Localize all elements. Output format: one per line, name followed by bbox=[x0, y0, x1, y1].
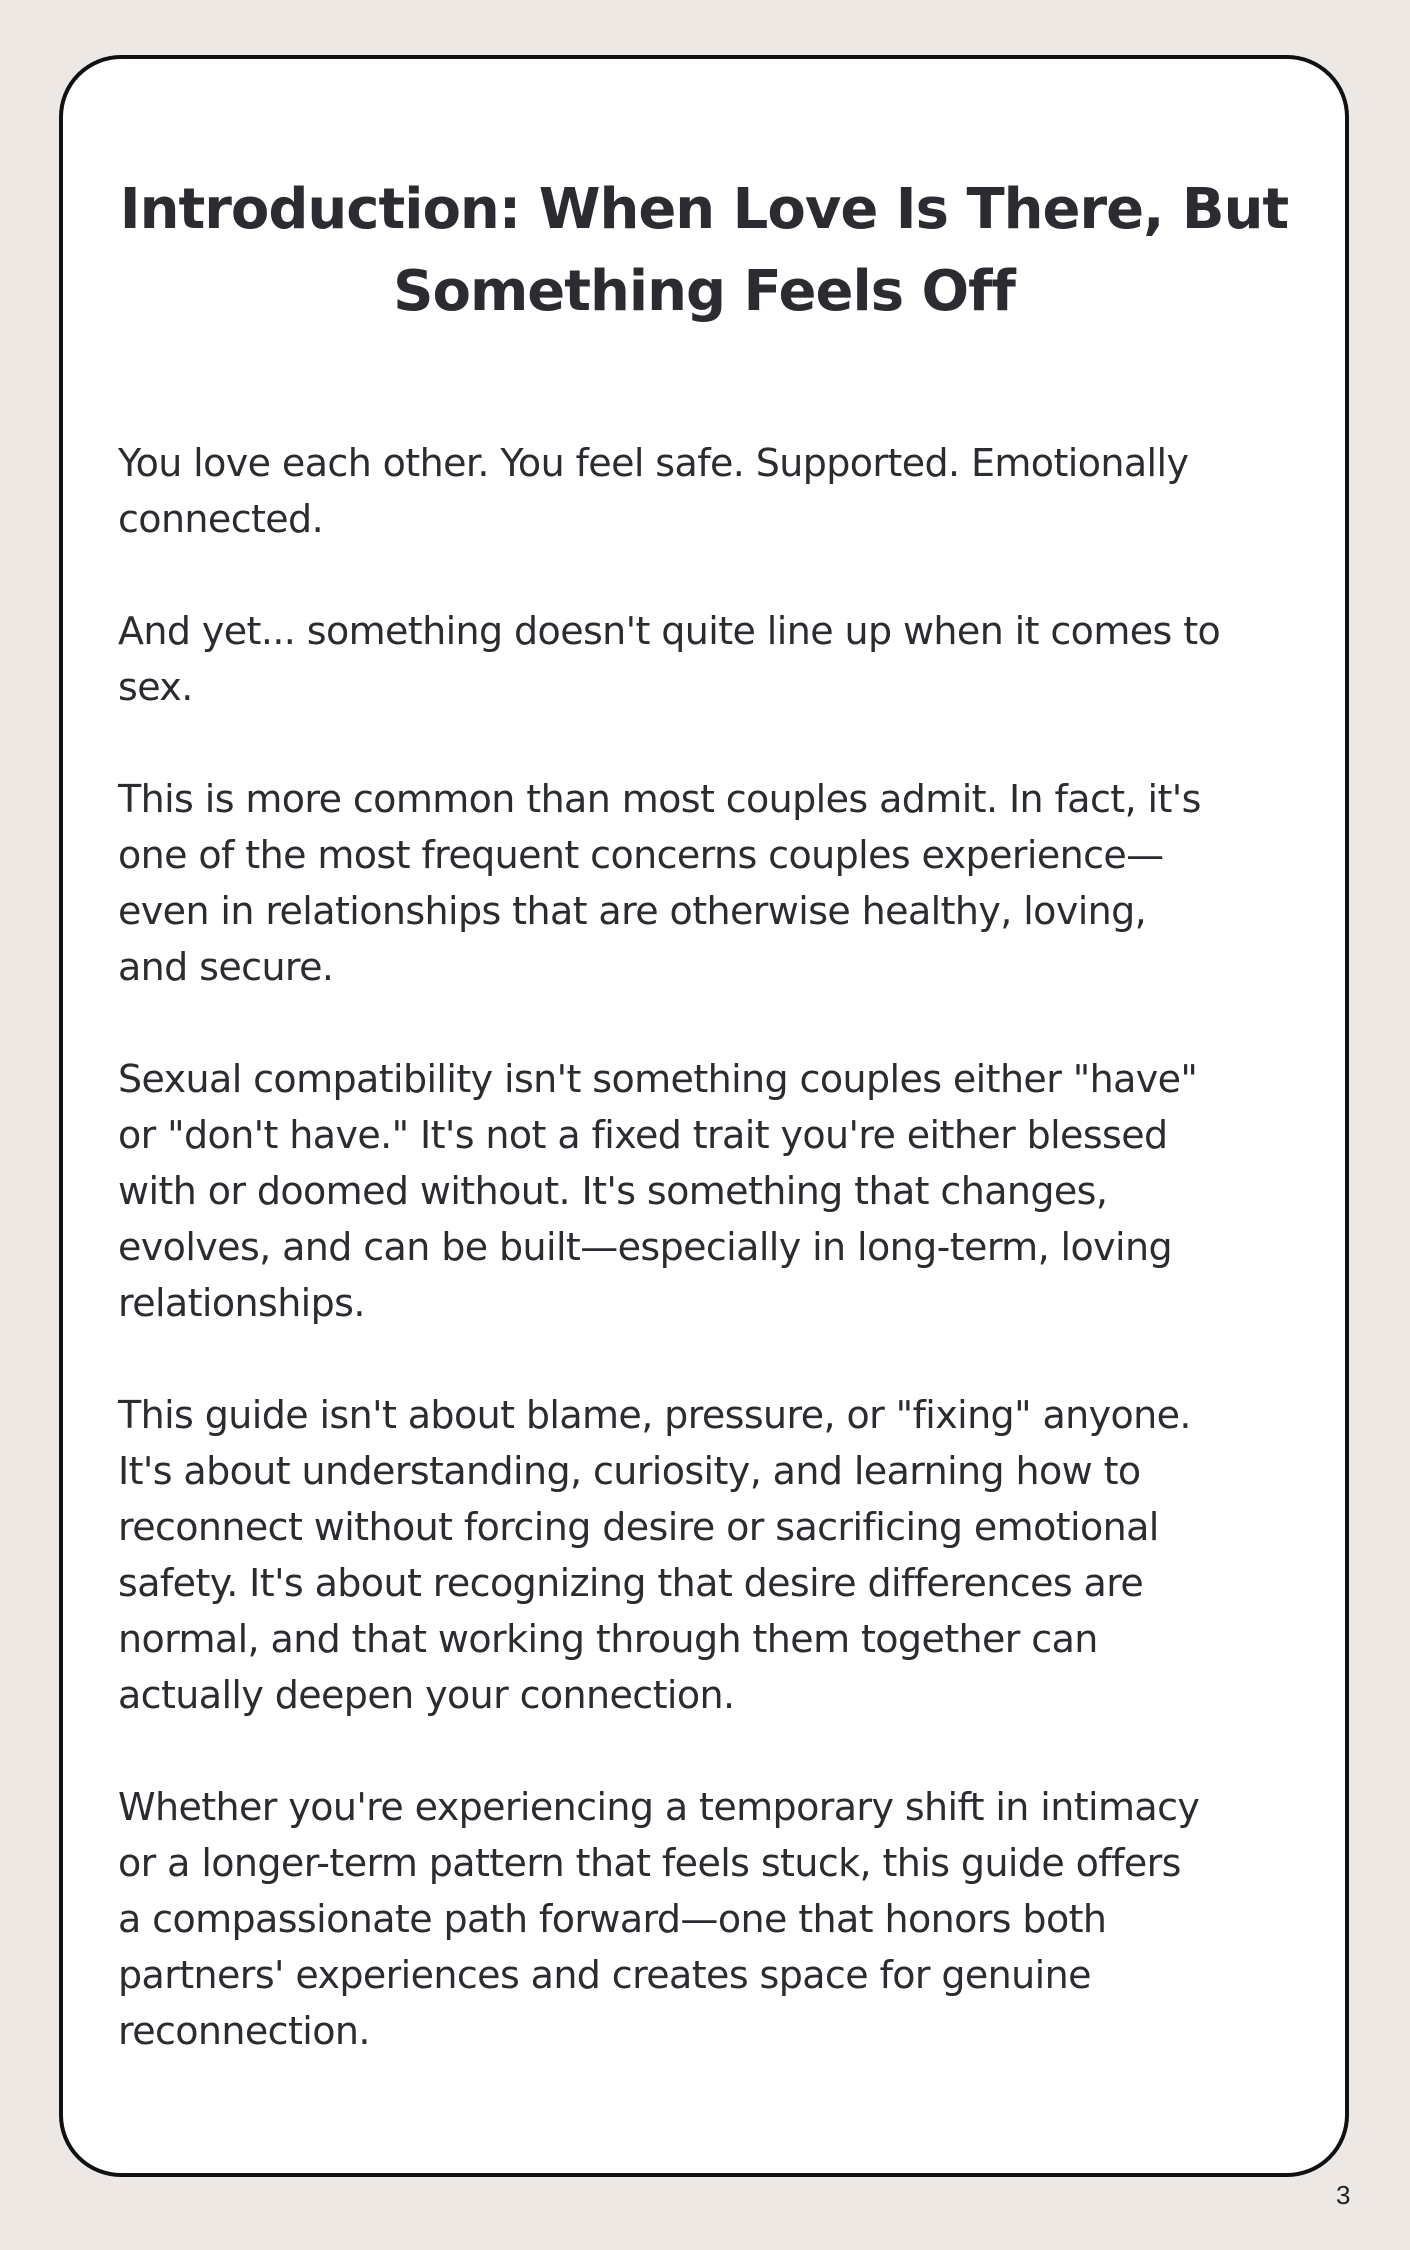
paragraph bbox=[118, 771, 1318, 995]
text-line: a compassionate path forward—one that honors both bbox=[118, 1897, 1107, 1941]
text-line: Sexual compatibility isn't something couples either "have" bbox=[118, 1057, 1198, 1101]
title-line: Introduction: When Love Is There, But bbox=[119, 177, 1289, 242]
text-line: It's about understanding, curiosity, and learning how to bbox=[118, 1449, 1141, 1493]
title-line: Something Feels Off bbox=[393, 259, 1015, 324]
text-line: sex. bbox=[118, 665, 193, 709]
text-line: safety. It's about recognizing that desire differences are bbox=[118, 1561, 1144, 1605]
text-line: connected. bbox=[118, 497, 324, 541]
text-line: And yet... something doesn't quite line up when it comes to bbox=[118, 609, 1221, 653]
text-line: evolves, and can be built—especially in long-term, loving bbox=[118, 1225, 1173, 1269]
text-line: reconnect without forcing desire or sacrificing emotional bbox=[118, 1505, 1159, 1549]
paragraph bbox=[118, 1779, 1318, 2059]
text-line: You love each other. You feel safe. Supported. Emotionally bbox=[118, 441, 1189, 485]
text-line: Whether you're experiencing a temporary shift in intimacy bbox=[118, 1785, 1200, 1829]
text-line: with or doomed without. It's something that changes, bbox=[118, 1169, 1108, 1213]
paragraph bbox=[118, 1051, 1318, 1331]
text-line: and secure. bbox=[118, 945, 334, 989]
text-line: This guide isn't about blame, pressure, or "fixing" anyone. bbox=[118, 1393, 1191, 1437]
body-text bbox=[118, 435, 1318, 2115]
text-line: actually deepen your connection. bbox=[118, 1673, 735, 1717]
text-line: partners' experiences and creates space for genuine bbox=[118, 1953, 1091, 1997]
text-line: reconnection. bbox=[118, 2009, 370, 2053]
page-number: 3 bbox=[1336, 2180, 1351, 2210]
text-line: even in relationships that are otherwise healthy, loving, bbox=[118, 889, 1147, 933]
text-line: one of the most frequent concerns couples experience— bbox=[118, 833, 1164, 877]
text-line: or "don't have." It's not a fixed trait you're either blessed bbox=[118, 1113, 1168, 1157]
page-title bbox=[63, 169, 1345, 333]
paragraph bbox=[118, 1387, 1318, 1723]
text-line: or a longer-term pattern that feels stuck, this guide offers bbox=[118, 1841, 1181, 1885]
paragraph bbox=[118, 435, 1318, 547]
paragraph bbox=[118, 603, 1318, 715]
text-line: relationships. bbox=[118, 1281, 365, 1325]
text-line: This is more common than most couples admit. In fact, it's bbox=[118, 777, 1201, 821]
text-line: normal, and that working through them together can bbox=[118, 1617, 1098, 1661]
